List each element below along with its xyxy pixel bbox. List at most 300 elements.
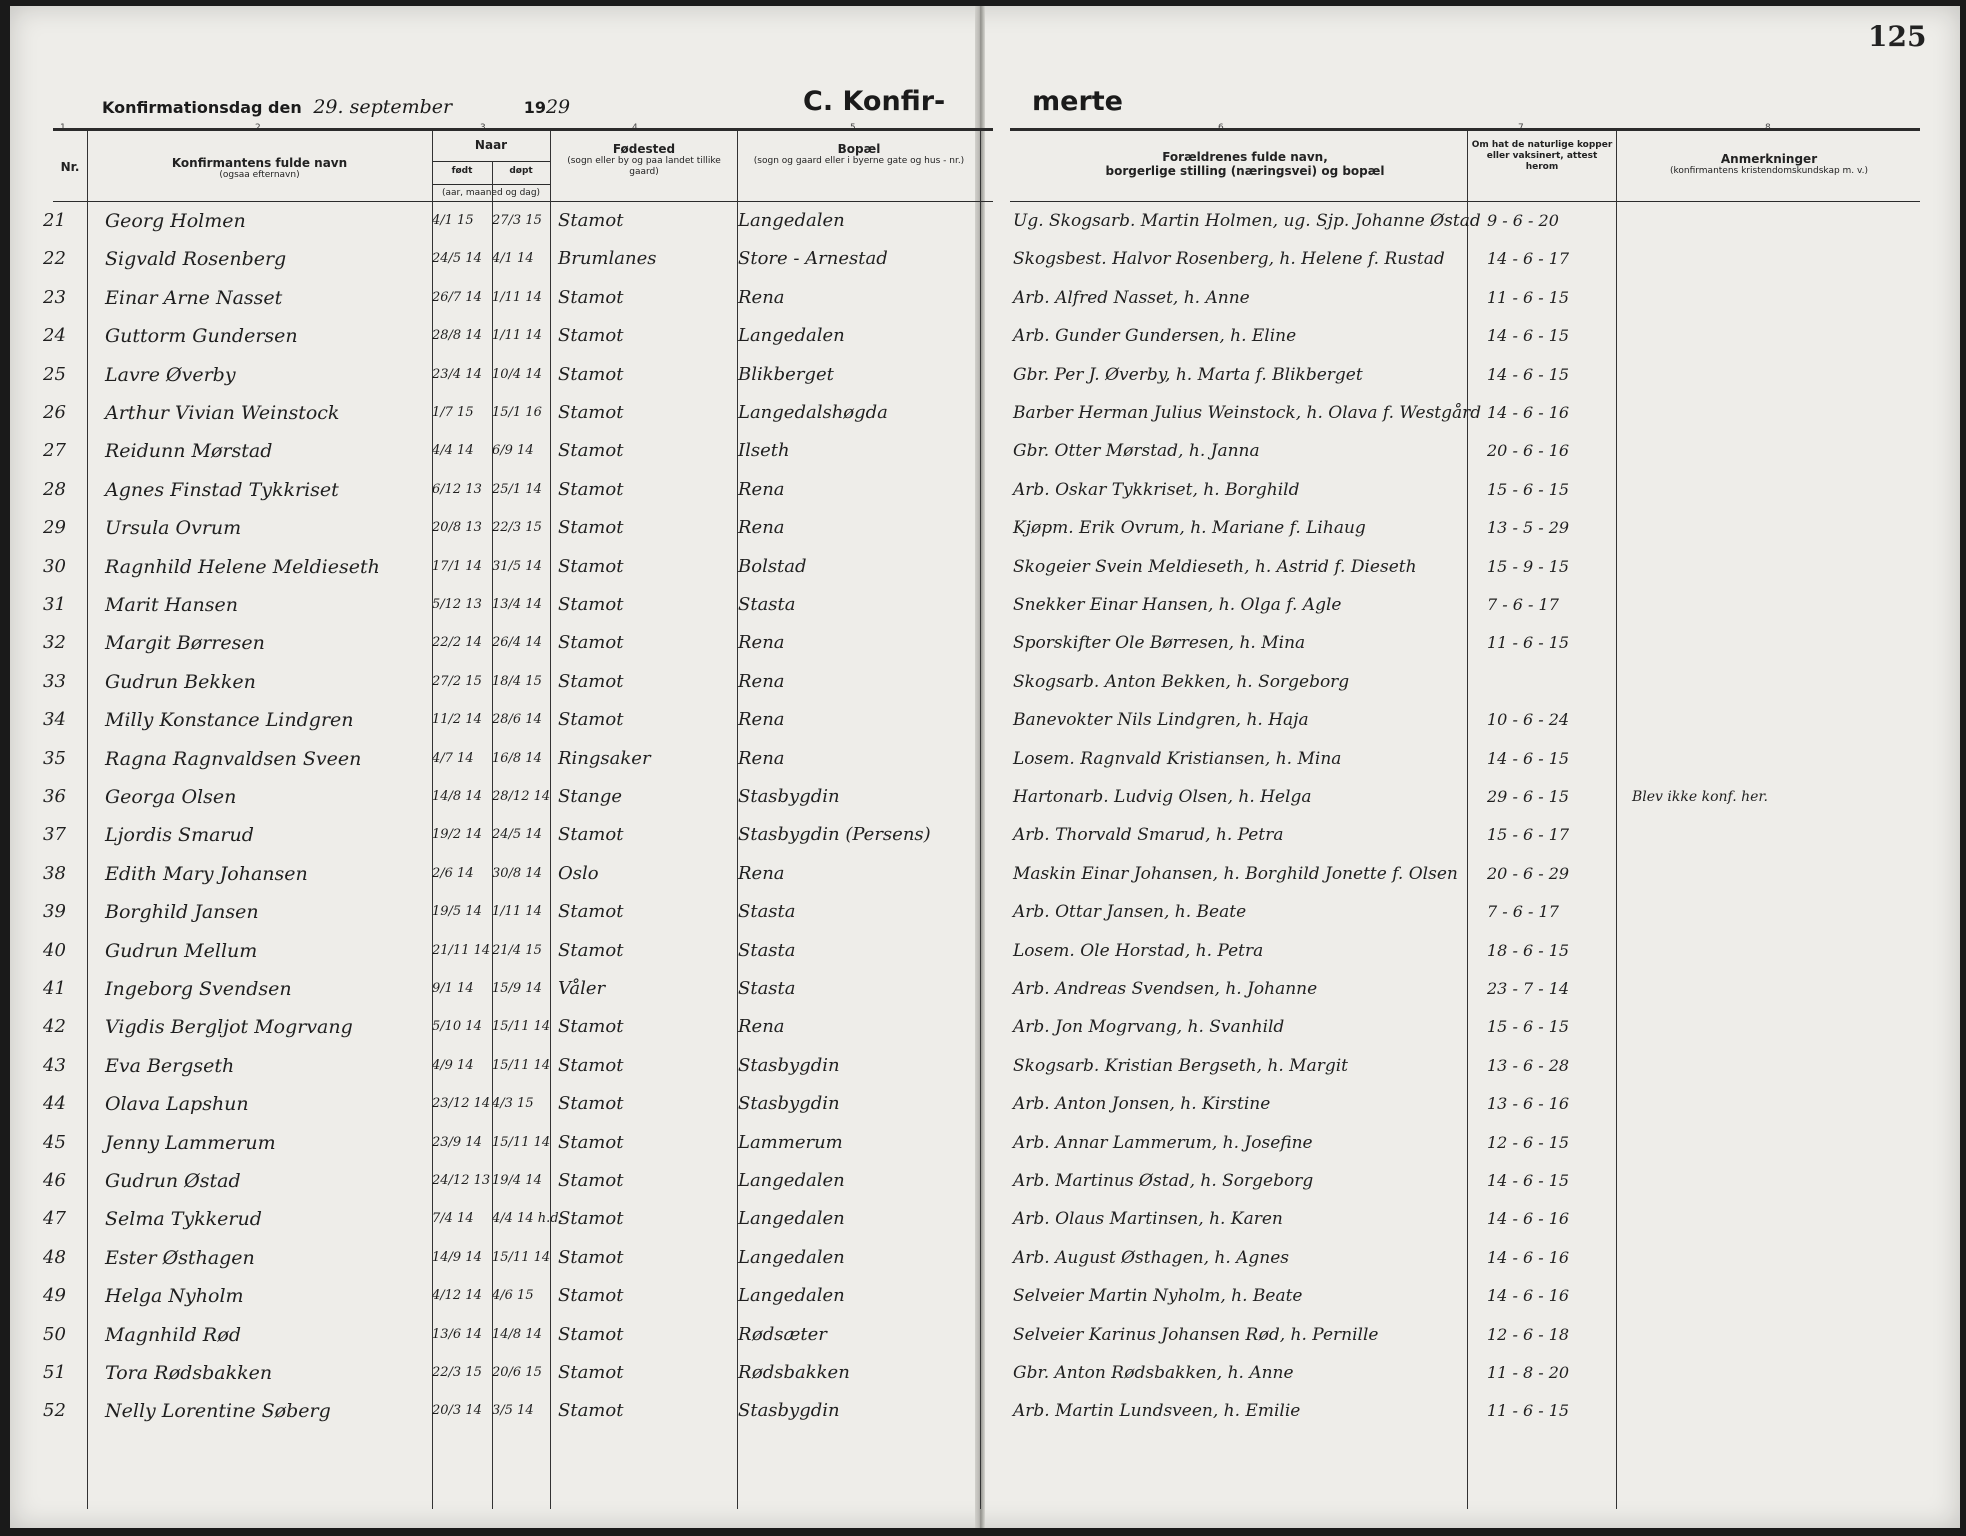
birth-date: 26/7 14 xyxy=(432,289,482,305)
header-nr-label: Nr. xyxy=(60,160,80,174)
year-printed: 19 xyxy=(523,98,546,117)
baptism-date: 30/8 14 xyxy=(492,865,542,881)
entry-number: 41 xyxy=(43,978,66,999)
baptism-date: 28/6 14 xyxy=(492,712,542,728)
header-name-sub: (ogsaa efternavn) xyxy=(219,170,300,180)
birth-date: 4/12 14 xyxy=(432,1288,482,1304)
birth-date: 6/12 13 xyxy=(432,481,482,497)
vaccination-date: 15 - 9 - 15 xyxy=(1487,556,1570,576)
baptism-date: 27/3 15 xyxy=(492,213,542,228)
birthplace: Stange xyxy=(558,786,623,807)
residence: Stasbygdin xyxy=(738,1054,840,1076)
parents-info: Losem. Ragnvald Kristiansen, h. Mina xyxy=(1013,748,1342,769)
confirmand-name: Tora Rødsbakken xyxy=(105,1362,273,1384)
parents-info: Hartonarb. Ludvig Olsen, h. Helga xyxy=(1013,787,1312,807)
birth-date: 4/7 14 xyxy=(432,750,474,766)
header-top-rule xyxy=(1010,128,1920,131)
baptism-date: 15/11 14 xyxy=(492,1019,551,1035)
confirmand-name: Georg Holmen xyxy=(105,210,246,232)
entry-number: 44 xyxy=(43,1093,66,1115)
parents-info: Arb. Andreas Svendsen, h. Johanne xyxy=(1013,979,1318,999)
baptism-date: 15/9 14 xyxy=(492,981,542,996)
birth-date: 5/12 13 xyxy=(432,597,482,612)
birthplace: Stamot xyxy=(558,670,624,692)
vaccination-date: 18 - 6 - 15 xyxy=(1487,940,1570,960)
confirmand-name: Milly Konstance Lindgren xyxy=(105,709,354,732)
birth-date: 17/1 14 xyxy=(432,558,482,574)
parents-info: Arb. Gunder Gundersen, h. Eline xyxy=(1013,326,1297,347)
entry-number: 28 xyxy=(43,478,66,500)
birth-date: 4/9 14 xyxy=(432,1057,474,1073)
vaccination-date: 7 - 6 - 17 xyxy=(1487,595,1559,614)
confirmand-name: Selma Tykkerud xyxy=(105,1208,262,1231)
section-title-left: C. Konfir- xyxy=(803,86,946,117)
residence: Stasta xyxy=(738,594,796,615)
register-row xyxy=(35,360,1945,394)
confirmand-name: Ester Østhagen xyxy=(105,1246,255,1269)
residence: Rødsbakken xyxy=(738,1362,850,1383)
vaccination-date: 11 - 6 - 15 xyxy=(1487,633,1570,653)
vaccination-date: 14 - 6 - 15 xyxy=(1487,1171,1570,1190)
confirmand-name: Ragnhild Helene Meldieseth xyxy=(105,555,380,578)
header-fodested xyxy=(553,142,735,178)
header-bopel-sub: (sogn og gaard eller i byerne gate og hus - nr.) xyxy=(753,156,965,166)
confirmand-name: Gudrun Bekken xyxy=(105,670,256,693)
birth-date: 27/2 15 xyxy=(432,673,482,689)
confirmand-name: Ljordis Smarud xyxy=(105,824,254,847)
birth-date: 23/9 14 xyxy=(432,1134,482,1150)
birth-date: 14/8 14 xyxy=(432,789,482,804)
birthplace: Stamot xyxy=(558,1054,624,1076)
residence: Rena xyxy=(738,670,785,692)
header-name xyxy=(87,156,432,181)
naar-rule xyxy=(432,161,550,162)
parents-info: Selveier Karinus Johansen Rød, h. Pernille xyxy=(1013,1324,1379,1345)
birth-date: 21/11 14 xyxy=(432,942,491,958)
residence: Langedalen xyxy=(738,210,845,231)
vaccination-date: 13 - 6 - 28 xyxy=(1487,1055,1570,1075)
residence: Stasta xyxy=(738,939,796,961)
confirmand-name: Gudrun Mellum xyxy=(105,939,258,962)
header-parents-title: Forældrenes fulde navn, xyxy=(1162,150,1328,164)
confirmand-name: Einar Arne Nasset xyxy=(105,286,283,309)
baptism-date: 28/12 14 xyxy=(492,789,551,804)
residence: Stasbygdin (Persens) xyxy=(738,824,931,846)
baptism-date: 26/4 14 xyxy=(492,635,542,651)
residence: Rena xyxy=(738,747,785,769)
parents-info: Arb. Martinus Østad, h. Sorgeborg xyxy=(1013,1171,1314,1191)
header-nr xyxy=(53,160,87,174)
birthplace: Stamot xyxy=(558,901,624,923)
entry-number: 34 xyxy=(43,709,66,731)
entry-number: 38 xyxy=(43,862,66,884)
vaccination-date: 13 - 6 - 16 xyxy=(1487,1094,1570,1114)
header-fodt-label: født xyxy=(451,166,473,176)
residence: Rena xyxy=(738,517,785,539)
parents-info: Losem. Ole Horstad, h. Petra xyxy=(1013,940,1264,961)
birthplace: Stamot xyxy=(558,1170,624,1191)
vaccination-date: 20 - 6 - 29 xyxy=(1487,863,1570,883)
parents-info: Arb. Olaus Martinsen, h. Karen xyxy=(1013,1209,1283,1230)
confirmand-name: Jenny Lammerum xyxy=(105,1131,276,1154)
remarks: Blev ikke konf. her. xyxy=(1632,789,1769,805)
birthplace: Stamot xyxy=(558,1400,624,1422)
confirmation-register-table xyxy=(35,128,1945,1513)
register-row xyxy=(35,1128,1945,1162)
residence: Rena xyxy=(738,709,785,731)
birthplace: Stamot xyxy=(558,1131,624,1153)
confirmand-name: Olava Lapshun xyxy=(105,1093,249,1116)
vaccination-date: 7 - 6 - 17 xyxy=(1487,902,1559,922)
entry-number: 31 xyxy=(43,594,66,615)
register-row xyxy=(35,1089,1945,1123)
parents-info: Arb. Thorvald Smarud, h. Petra xyxy=(1013,825,1284,846)
baptism-date: 13/4 14 xyxy=(492,597,542,612)
baptism-date: 18/4 15 xyxy=(492,673,542,689)
section-title-right: merte xyxy=(1032,86,1123,117)
entry-number: 26 xyxy=(43,402,66,423)
baptism-date: 16/8 14 xyxy=(492,750,542,766)
parents-info: Gbr. Per J. Øverby, h. Marta f. Blikberget xyxy=(1013,364,1363,385)
baptism-date: 15/11 14 xyxy=(492,1057,551,1073)
vaccination-date: 10 - 6 - 24 xyxy=(1487,710,1570,730)
parents-info: Arb. Jon Mogrvang, h. Svanhild xyxy=(1013,1017,1285,1038)
entry-number: 51 xyxy=(43,1362,66,1383)
residence: Rena xyxy=(738,478,785,500)
header-bottom-rule xyxy=(53,201,993,202)
entry-number: 22 xyxy=(43,248,66,270)
confirmand-name: Marit Hansen xyxy=(105,594,238,616)
baptism-date: 3/5 14 xyxy=(492,1403,534,1419)
parents-info: Skogeier Svein Meldieseth, h. Astrid f. Dieseth xyxy=(1013,556,1417,577)
parents-info: Arb. Anton Jonsen, h. Kirstine xyxy=(1013,1094,1271,1115)
header-bopel xyxy=(740,142,978,167)
birthplace: Brumlanes xyxy=(558,248,657,270)
residence: Rena xyxy=(738,286,785,308)
parents-info: Arb. August Østhagen, h. Agnes xyxy=(1013,1247,1290,1268)
register-row xyxy=(35,398,1945,432)
confirmand-name: Ragna Ragnvaldsen Sveen xyxy=(105,747,362,770)
parents-info: Arb. Annar Lammerum, h. Josefine xyxy=(1013,1132,1313,1153)
birth-date: 14/9 14 xyxy=(432,1249,482,1265)
birthplace: Stamot xyxy=(558,709,624,731)
register-row xyxy=(35,1396,1945,1430)
year-handwritten: 29 xyxy=(545,96,571,118)
baptism-date: 1/11 14 xyxy=(492,328,542,344)
parents-info: Skogsarb. Kristian Bergseth, h. Margit xyxy=(1013,1055,1348,1076)
birthplace: Stamot xyxy=(558,1016,624,1038)
baptism-date: 21/4 15 xyxy=(492,942,542,958)
entry-number: 24 xyxy=(43,325,66,347)
entry-number: 46 xyxy=(43,1170,66,1191)
birthplace: Stamot xyxy=(558,478,624,500)
residence: Stasbygdin xyxy=(738,1093,840,1115)
vaccination-date: 12 - 6 - 18 xyxy=(1487,1324,1570,1344)
entry-number: 25 xyxy=(43,363,66,385)
residence: Rødsæter xyxy=(738,1323,827,1345)
header-parents-sub: borgerlige stilling (næringsvei) og bopæl xyxy=(1105,164,1385,178)
header-naar xyxy=(432,138,550,152)
vaccination-date: 14 - 6 - 16 xyxy=(1487,403,1570,422)
entry-number: 36 xyxy=(43,786,66,807)
parents-info: Arb. Martin Lundsveen, h. Emilie xyxy=(1013,1401,1301,1422)
register-row xyxy=(35,283,1945,317)
register-row xyxy=(35,1204,1945,1238)
residence: Lammerum xyxy=(738,1131,843,1153)
entry-number: 33 xyxy=(43,670,66,692)
vaccination-date: 14 - 6 - 15 xyxy=(1487,326,1570,346)
parents-info: Selveier Martin Nyholm, h. Beate xyxy=(1013,1286,1303,1307)
confirmand-name: Margit Børresen xyxy=(105,632,265,655)
baptism-date: 24/5 14 xyxy=(492,827,542,843)
vaccination-date: 14 - 6 - 17 xyxy=(1487,249,1570,269)
confirmand-name: Magnhild Rød xyxy=(105,1323,242,1346)
entry-number: 48 xyxy=(43,1246,66,1268)
entry-number: 37 xyxy=(43,824,66,846)
register-row xyxy=(35,244,1945,278)
birthplace: Stamot xyxy=(558,1285,624,1307)
entry-number: 42 xyxy=(43,1016,66,1038)
entry-number: 32 xyxy=(43,632,66,654)
register-row xyxy=(35,436,1945,470)
residence: Rena xyxy=(738,862,785,884)
baptism-date: 22/3 15 xyxy=(492,520,542,536)
birth-date: 20/3 14 xyxy=(432,1403,482,1419)
baptism-date: 4/1 14 xyxy=(492,251,534,267)
confirmand-name: Georga Olsen xyxy=(105,786,237,808)
birth-date: 4/1 15 xyxy=(432,213,474,228)
register-row xyxy=(35,628,1945,662)
register-row xyxy=(35,1051,1945,1085)
confirmand-name: Edith Mary Johansen xyxy=(105,862,308,885)
vaccination-date: 15 - 6 - 17 xyxy=(1487,825,1570,845)
parents-info: Gbr. Otter Mørstad, h. Janna xyxy=(1013,441,1260,462)
baptism-date: 4/3 15 xyxy=(492,1096,534,1112)
register-row xyxy=(35,705,1945,739)
birth-date: 28/8 14 xyxy=(432,328,482,344)
confirmand-name: Agnes Finstad Tykkriset xyxy=(105,478,339,501)
birthplace: Stamot xyxy=(558,1362,624,1383)
birthplace: Stamot xyxy=(558,286,624,308)
birth-date: 9/1 14 xyxy=(432,981,474,996)
vaccination-date: 11 - 6 - 15 xyxy=(1487,287,1570,307)
residence: Langedalen xyxy=(738,1285,845,1307)
baptism-date: 31/5 14 xyxy=(492,558,542,574)
birthplace: Stamot xyxy=(558,363,624,385)
confirmand-name: Eva Bergseth xyxy=(105,1054,235,1077)
birth-date: 7/4 14 xyxy=(432,1211,474,1227)
birth-date: 20/8 13 xyxy=(432,520,482,536)
confirmand-name: Arthur Vivian Weinstock xyxy=(105,402,340,424)
residence: Stasta xyxy=(738,978,796,999)
birthplace: Stamot xyxy=(558,632,624,654)
header-vaccination xyxy=(1469,140,1615,173)
entry-number: 27 xyxy=(43,440,66,462)
confirmand-name: Ursula Ovrum xyxy=(105,517,242,540)
residence: Bolstad xyxy=(738,555,807,577)
residence: Langedalen xyxy=(738,1246,845,1268)
birthplace: Stamot xyxy=(558,1246,624,1268)
confirmation-date-line xyxy=(102,96,576,118)
birth-date: 2/6 14 xyxy=(432,865,474,881)
parents-info: Barber Herman Julius Weinstock, h. Olava f. Westgård xyxy=(1013,403,1482,423)
baptism-date: 15/11 14 xyxy=(492,1134,551,1150)
header-fodested-title: Fødested xyxy=(612,142,676,156)
vaccination-date: 14 - 6 - 16 xyxy=(1487,1247,1570,1267)
header-fodested-sub: (sogn eller by og paa landet tillike gaard) xyxy=(567,156,721,177)
birthplace: Stamot xyxy=(558,440,624,462)
page-number: 125 xyxy=(1868,20,1927,53)
vaccination-date: 23 - 7 - 14 xyxy=(1487,979,1570,998)
confirmand-name: Gudrun Østad xyxy=(105,1170,241,1192)
residence: Langedalshøgda xyxy=(738,402,888,423)
register-row xyxy=(35,1243,1945,1277)
register-row xyxy=(35,1281,1945,1315)
vaccination-date: 29 - 6 - 15 xyxy=(1487,787,1570,806)
parents-info: Kjøpm. Erik Ovrum, h. Mariane f. Lihaug xyxy=(1013,518,1366,539)
register-row xyxy=(35,1320,1945,1354)
entry-number: 43 xyxy=(43,1054,66,1076)
birth-date: 19/5 14 xyxy=(432,904,482,920)
register-row xyxy=(35,321,1945,355)
confirmand-name: Guttorm Gundersen xyxy=(105,325,298,348)
header-naar-sub-label: (aar, maaned og dag) xyxy=(441,188,541,198)
register-row xyxy=(35,475,1945,509)
entry-number: 39 xyxy=(43,901,66,923)
residence: Stasbygdin xyxy=(738,1400,840,1422)
birth-date: 23/12 14 xyxy=(432,1096,491,1112)
entry-number: 49 xyxy=(43,1285,66,1307)
confirmand-name: Reidunn Mørstad xyxy=(105,440,273,463)
parents-info: Maskin Einar Johansen, h. Borghild Jonette f. Olsen xyxy=(1013,863,1458,884)
entry-number: 45 xyxy=(43,1131,66,1153)
parents-info: Ug. Skogsarb. Martin Holmen, ug. Sjp. Johanne Østad xyxy=(1013,211,1481,231)
birth-date: 22/3 15 xyxy=(432,1365,482,1380)
birthplace: Stamot xyxy=(558,210,624,231)
header-notes-title: Anmerkninger xyxy=(1720,152,1818,166)
birth-date: 1/7 15 xyxy=(432,405,474,420)
birthplace: Stamot xyxy=(558,824,624,846)
residence: Langedalen xyxy=(738,325,845,347)
birth-date: 19/2 14 xyxy=(432,827,482,843)
header-bottom-rule xyxy=(1010,201,1920,202)
residence: Langedalen xyxy=(738,1208,845,1230)
birthplace: Stamot xyxy=(558,1093,624,1115)
naar-rule xyxy=(432,184,550,185)
register-row xyxy=(35,552,1945,586)
confirmand-name: Nelly Lorentine Søberg xyxy=(105,1400,331,1423)
entry-number: 30 xyxy=(43,555,66,577)
parents-info: Sporskifter Ole Børresen, h. Mina xyxy=(1013,633,1306,654)
baptism-date: 15/11 14 xyxy=(492,1249,551,1265)
header-fodt xyxy=(432,166,492,177)
baptism-date: 4/4 14 h.d. xyxy=(492,1211,563,1227)
header-parents xyxy=(1035,150,1455,178)
birth-date: 5/10 14 xyxy=(432,1019,482,1035)
vaccination-date: 15 - 6 - 15 xyxy=(1487,479,1570,499)
birth-date: 24/12 13 xyxy=(432,1173,491,1188)
birthplace: Stamot xyxy=(558,517,624,539)
confirmand-name: Lavre Øverby xyxy=(105,363,236,386)
residence: Blikberget xyxy=(738,363,834,385)
header-top-rule xyxy=(53,128,993,131)
register-row xyxy=(35,590,1945,624)
register-row xyxy=(35,513,1945,547)
parents-info: Arb. Oskar Tykkriset, h. Borghild xyxy=(1013,479,1300,500)
parents-info: Gbr. Anton Rødsbakken, h. Anne xyxy=(1013,1363,1294,1383)
vaccination-date: 15 - 6 - 15 xyxy=(1487,1017,1570,1037)
birth-date: 23/4 14 xyxy=(432,366,482,382)
parents-info: Snekker Einar Hansen, h. Olga f. Agle xyxy=(1013,595,1342,615)
register-row xyxy=(35,820,1945,854)
register-row xyxy=(35,206,1945,240)
residence: Rena xyxy=(738,1016,785,1038)
confirmand-name: Ingeborg Svendsen xyxy=(105,978,292,1000)
baptism-date: 4/6 15 xyxy=(492,1288,534,1304)
residence: Langedalen xyxy=(738,1170,845,1191)
confirmand-name: Borghild Jansen xyxy=(105,901,259,924)
parents-info: Arb. Ottar Jansen, h. Beate xyxy=(1013,902,1247,923)
header-name-title: Konfirmantens fulde navn xyxy=(171,156,348,170)
birthplace: Ringsaker xyxy=(558,747,651,769)
header-notes xyxy=(1619,152,1919,177)
birthplace: Oslo xyxy=(558,862,599,884)
birthplace: Stamot xyxy=(558,1323,624,1345)
header-vaccination-title: Om hat de naturlige kopper eller vaksinert, attest herom xyxy=(1471,140,1613,172)
vaccination-date: 12 - 6 - 15 xyxy=(1487,1132,1570,1152)
header-bopel-title: Bopæl xyxy=(837,142,881,156)
vaccination-date: 14 - 6 - 16 xyxy=(1487,1286,1570,1306)
register-row xyxy=(35,667,1945,701)
entry-number: 50 xyxy=(43,1323,66,1345)
baptism-date: 25/1 14 xyxy=(492,481,542,497)
baptism-date: 1/11 14 xyxy=(492,289,542,305)
entry-number: 35 xyxy=(43,747,66,769)
residence: Ilseth xyxy=(738,440,790,462)
entry-number: 40 xyxy=(43,939,66,961)
entry-number: 47 xyxy=(43,1208,66,1230)
entry-number: 23 xyxy=(43,286,66,308)
birthplace: Stamot xyxy=(558,555,624,577)
vaccination-date: 11 - 8 - 20 xyxy=(1487,1363,1570,1382)
confirmand-name: Sigvald Rosenberg xyxy=(105,248,287,271)
vaccination-date: 20 - 6 - 16 xyxy=(1487,441,1570,461)
birthplace: Stamot xyxy=(558,1208,624,1230)
birth-date: 22/2 14 xyxy=(432,635,482,651)
vaccination-date: 13 - 5 - 29 xyxy=(1487,518,1570,538)
entry-number: 29 xyxy=(43,517,66,539)
birth-date: 13/6 14 xyxy=(432,1326,482,1342)
parents-info: Arb. Alfred Nasset, h. Anne xyxy=(1013,287,1250,308)
birthplace: Våler xyxy=(558,978,606,999)
birth-date: 24/5 14 xyxy=(432,251,482,267)
birth-date: 11/2 14 xyxy=(432,712,482,728)
parents-info: Banevokter Nils Lindgren, h. Haja xyxy=(1013,710,1309,731)
vaccination-date: 9 - 6 - 20 xyxy=(1487,211,1559,230)
register-row xyxy=(35,782,1945,816)
baptism-date: 6/9 14 xyxy=(492,443,534,459)
header-dopt-label: døpt xyxy=(509,166,533,176)
residence: Stasbygdin xyxy=(738,786,840,807)
register-row xyxy=(35,974,1945,1008)
baptism-date: 10/4 14 xyxy=(492,366,542,382)
register-row xyxy=(35,744,1945,778)
register-row xyxy=(35,859,1945,893)
residence: Stasta xyxy=(738,901,796,923)
register-row xyxy=(35,936,1945,970)
baptism-date: 1/11 14 xyxy=(492,904,542,920)
vaccination-date: 11 - 6 - 15 xyxy=(1487,1401,1570,1421)
